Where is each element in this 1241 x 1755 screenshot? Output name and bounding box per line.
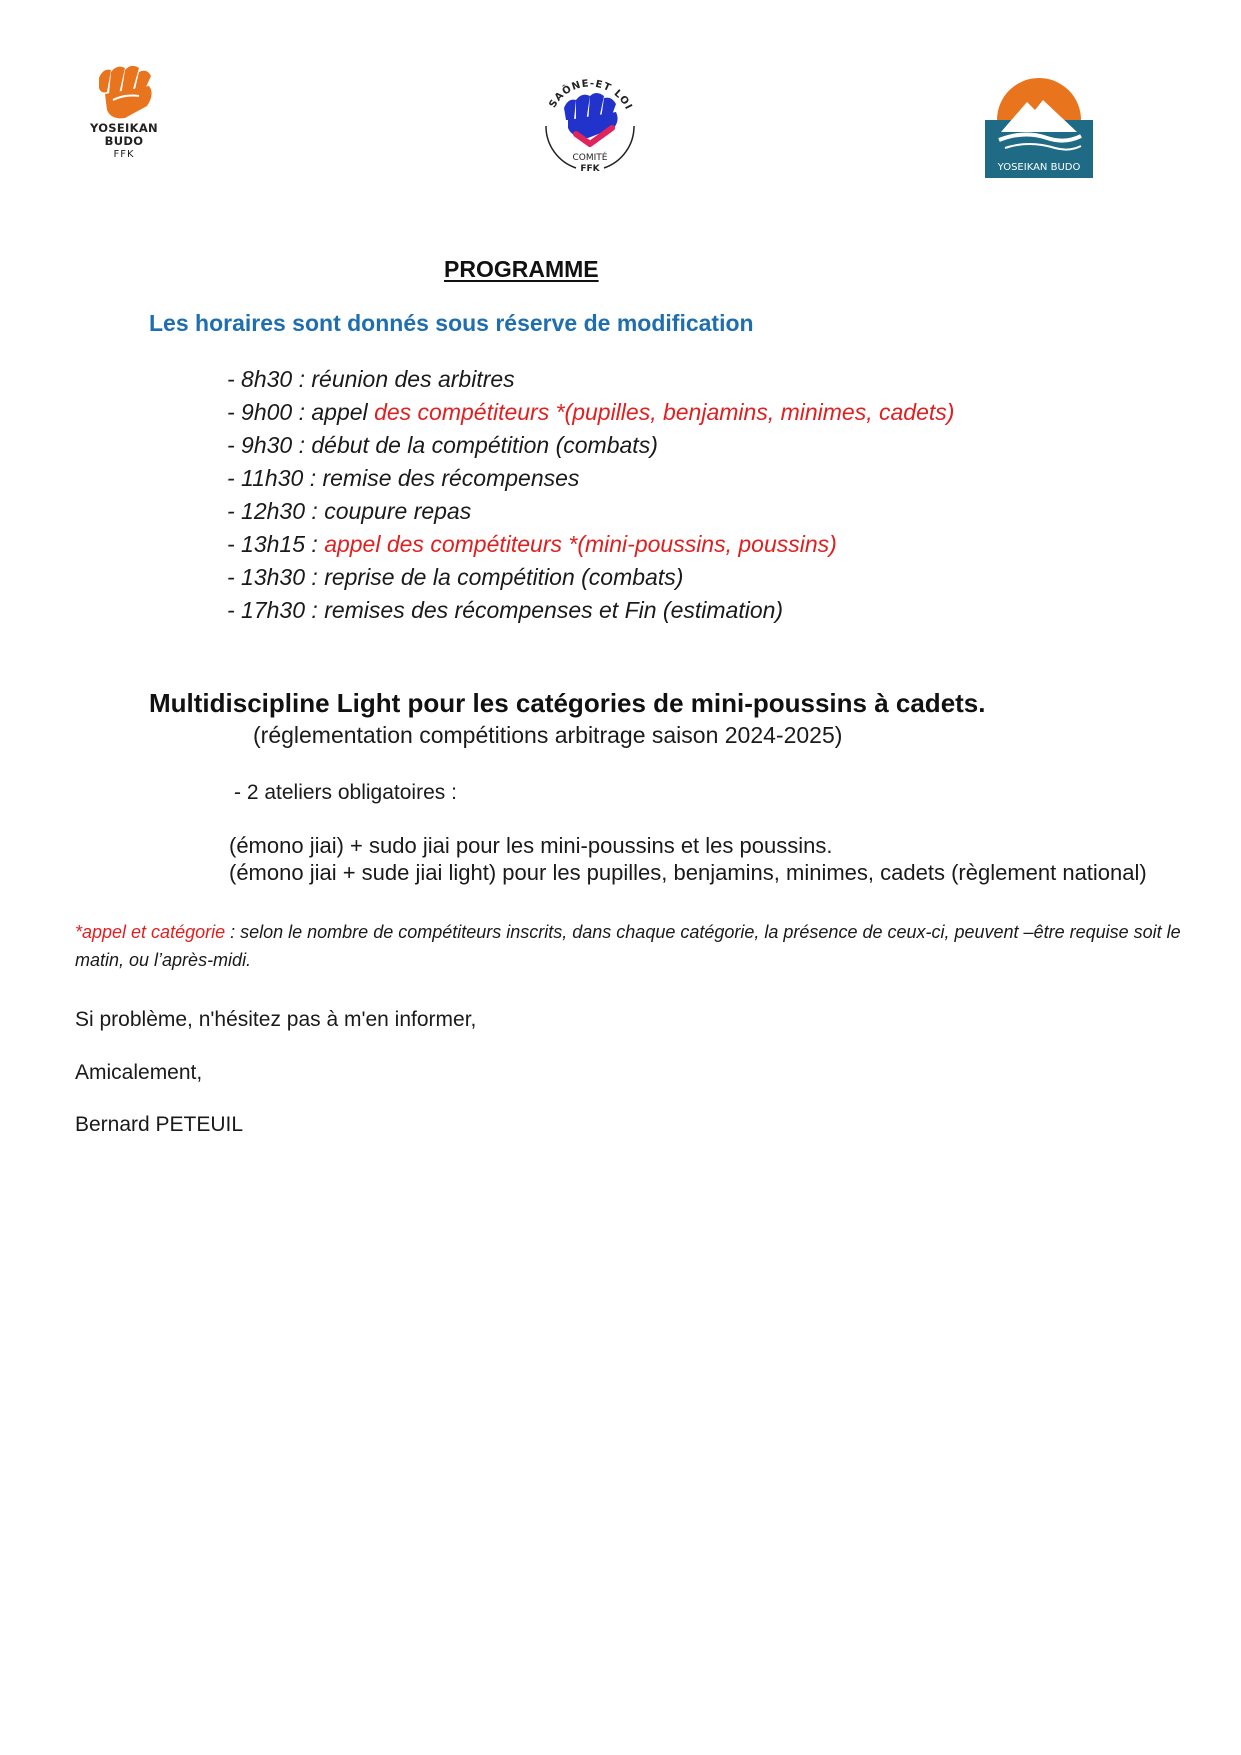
schedule-item: - 13h30 : reprise de la compétition (combats) [227,564,684,590]
yoseikan-budo-logo [985,74,1093,178]
section-heading: Multidiscipline Light pour les catégories de mini-poussins à cadets. [149,688,986,718]
schedule-item: - 8h30 : réunion des arbitres [227,366,515,392]
signature: Bernard PETEUIL [75,1113,244,1136]
atelier-detail-2: (émono jiai + sude jiai light) pour les pupilles, benjamins, minimes, cadets (règlement national) [229,860,1147,885]
footnote-text: : selon le nombre de compétiteurs inscrits, dans chaque catégorie, la présence de ceux-ci, peuvent –être requise soit le matin, ou l’après-midi. [75,922,1181,970]
yoseikan-ffk-logo [78,64,170,174]
footnote-label: *appel et catégorie [75,922,226,942]
reglement-note: (réglementation compétitions arbitrage saison 2024-2025) [253,722,843,748]
schedule-item: - 11h30 : remise des récompenses [227,465,580,491]
logo-left-line2: BUDO [104,134,144,148]
logo-center-line2: FFK [580,164,600,174]
schedule-item: - 17h30 : remises des récompenses et Fin (estimation) [227,597,784,623]
fist-icon [91,64,157,122]
schedule-item: - 9h30 : début de la compétition (combats) [227,432,658,458]
page-title: PROGRAMME [444,256,599,282]
atelier-detail-1: (émono jiai) + sudo jiai pour les mini-poussins et les poussins. [229,833,833,858]
logo-center-line1: COMITÉ [572,153,608,163]
ateliers-line: - 2 ateliers obligatoires : [234,781,457,804]
salutation: Amicalement, [75,1061,203,1084]
logo-right-caption: YOSEIKAN BUDO [997,162,1081,173]
logo-left-line3: FFK [113,149,135,160]
logo-center-arc-text: SAÔNE-ET LOI [547,78,634,113]
schedule-list [227,363,954,627]
schedule-item: - 12h30 : coupure repas [227,498,472,524]
footnote [75,918,1195,974]
logo-left-line1: YOSEIKAN [90,121,158,135]
closing-line: Si problème, n'hésitez pas à m'en informer, [75,1008,477,1031]
comite-saone-et-loire-logo [536,64,644,176]
schedule-item: - 13h15 : appel des compétiteurs *(mini-poussins, poussins) [227,531,837,557]
schedule-disclaimer: Les horaires sont donnés sous réserve de modification [149,310,754,336]
schedule-item: - 9h00 : appel des compétiteurs *(pupilles, benjamins, minimes, cadets) [227,399,955,425]
